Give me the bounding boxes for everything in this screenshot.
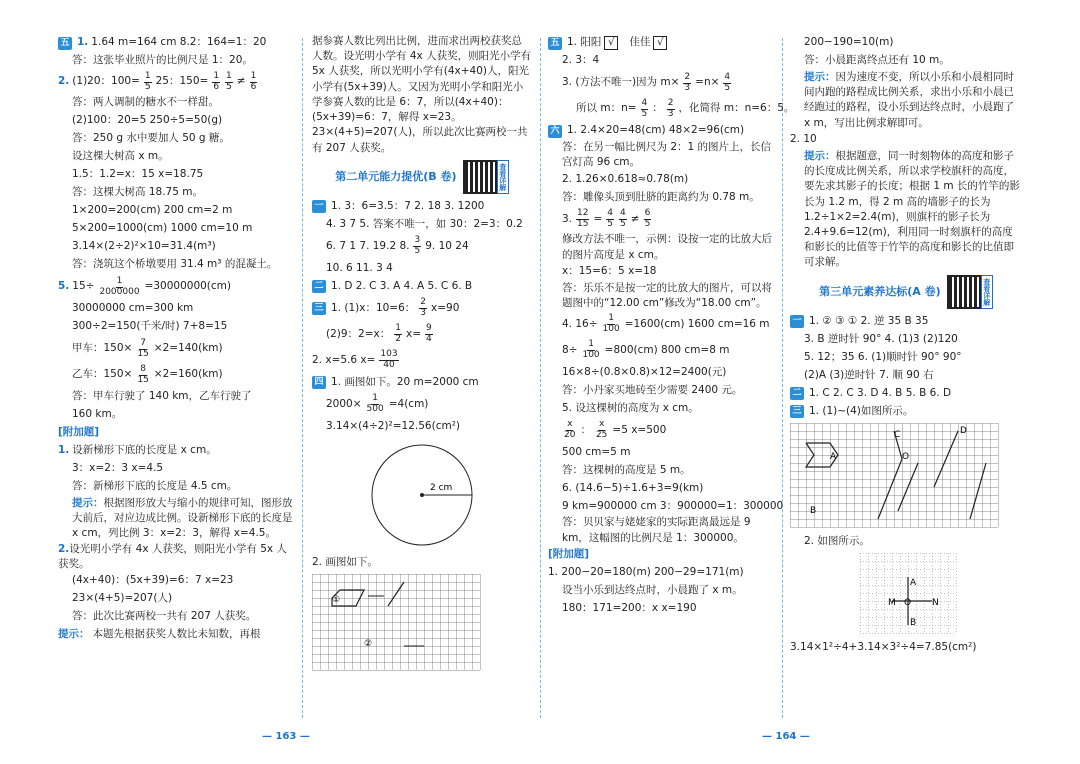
shape-line	[898, 463, 918, 511]
qr-code-icon[interactable]	[947, 275, 981, 309]
section-badge: 五	[58, 37, 72, 50]
hint-label: 提示：	[804, 71, 836, 83]
fraction: $\frac{4}{5}$	[620, 208, 626, 229]
grid-label: A	[830, 451, 837, 462]
grid-label: O	[904, 597, 912, 608]
page-gutter	[540, 38, 541, 718]
fraction: $\frac{3}{5}$	[414, 235, 421, 257]
page-number-right: — 164 —	[762, 731, 810, 742]
fraction: $\frac{7}{15}$	[137, 337, 149, 359]
grid-label: B	[810, 505, 817, 516]
section-title: 第二单元能力提优(B 卷) 查看详解	[312, 156, 532, 198]
column-divider	[782, 38, 783, 718]
fraction: $\frac{1}{100}$	[582, 338, 600, 360]
fraction: $\frac{1}{2000000}$	[99, 275, 140, 297]
column-3: 五 1. 阳阳 √ 佳佳 √ 2. 3：4 3. (方法不唯一)因为 m× $\frac{2}{3}$ =n× $\frac{4}{5}$ 所以 m：n= $\frac{4}{5}$ ： $\frac{2}{3}$ ，化简得 m：n=6：5。 六 1. 2.4×20=48(cm) 48×2=96(cm) 答：在另一幅比例尺为 2：1 的图片上，长信宫灯高 96 cm。 2. 1.26×0.618≈0.78(m) 答：雕像头顶到肚脐的距离约为 0.78 m。 3. $\frac{12}{15}$ = $\frac{4}{5}$ $\frac{4}{5}$ ≠ $\frac{6}{5}$ 修改方法不唯一，示例：设按一定的比放大后的图片高度是 x cm。 x：15=6：5 x=18 答：乐乐不是按一定的比放大的图片，可以将题图中的“12.00 cm”修改为“18.00 cm”。 4. 16÷ $\frac{1}{100}$ =1600(cm) 1600 cm=16 m 8÷ $\frac{1}{100}$ =800(cm) 800 cm=8 m 16×8÷(0.8×0.8)×12=2400(元) 答：小丹家买地砖至少需要 2400 元。 5. 设这棵树的高度为 x cm。 $\frac{x}{20}$ ： $\frac{x}{25}$ =5 x=500 500 cm=5 m 答：这棵树的高度是 5 m。 6. (14.6−5)÷1.6+3=9(km) 9 km=900000 cm 3：900000=1：300000 答：贝贝家与姥姥家的实际距离最远是 9 km，这幅图的比例尺是 1：300000。 [附加题] 1. 200−20=180(m) 200−29=171(m) 设当小乐到达终点时，小晨跑了 x m。 180：171=200：x x=190	[548, 36, 795, 615]
fraction: $\frac{1}{100}$	[602, 312, 620, 334]
fraction: $\frac{1}{6}$	[213, 70, 220, 92]
grid-label: D	[960, 425, 967, 436]
grid-diagram-rotation	[790, 423, 1000, 531]
fraction: $\frac{x}{25}$	[595, 418, 608, 440]
fraction: $\frac{4}{5}$	[724, 71, 731, 93]
fraction: $\frac{103}{40}$	[380, 349, 398, 371]
page-number-left: — 163 —	[262, 731, 310, 742]
grid-label: N	[932, 597, 939, 608]
checkbox-checked: √	[653, 36, 667, 50]
grid-label: C	[894, 429, 901, 440]
fraction: $\frac{1}{6}$	[250, 70, 257, 92]
grid-label: A	[910, 577, 917, 588]
qr-code-icon[interactable]	[463, 160, 497, 194]
fraction: $\frac{6}{5}$	[644, 208, 651, 229]
fraction: $\frac{1}{500}$	[366, 393, 384, 415]
extra-questions-heading: [附加题]	[58, 426, 100, 439]
checkbox-checked: √	[604, 36, 618, 50]
hint-label: 提示：	[72, 497, 104, 509]
grid-label: ②	[364, 638, 373, 649]
fraction: $\frac{2}{3}$	[684, 71, 691, 93]
grid-label: ①	[332, 594, 341, 605]
grid-label: B	[910, 617, 917, 628]
grid-label: O	[902, 451, 910, 462]
extra-questions-heading: [附加题]	[548, 548, 590, 561]
column-1: 五 1. 1.64 m=164 cm 8.2：164=1：20 答：这张毕业照片的比例尺是 1：20。 2. (1)20：100= $\frac{1}{5}$ 25：150= $\frac{1}{6}$ $\frac{1}{5}$ ≠ $\frac{1}{6}$ 答：两人调制的糖水不一样甜。 (2)100：20=5 250÷5=50(g) 答：250 g 水中要加人 50 g 糖。 设这棵大树高 x m。 1.5：1.2=x：15 x=18.75 答：这棵大树高 18.75 m。 1×200=200(cm) 200 cm=2 m 5×200=1000(cm) 1000 cm=10 m 3.14×(2÷2)²×10=31.4(m³) 答：浇筑这个桥墩要用 31.4 m³ 的混凝土。 5. 15÷ $\frac{1}{2000000}$ =30000000(cm) 30000000 cm=300 km 300÷2=150(千米/时) 7+8=15 甲车：150× $\frac{7}{15}$ ×2=140(km) 乙车：150× $\frac{8}{15}$ ×2=160(km) 答：甲车行驶了 140 km，乙车行驶了 160 km。 [附加题] 1. 设新梯形下底的长度是 x cm。 3：x=2：3 x=4.5 答：新梯形下底的长度是 4.5 cm。 提示：根据图形放大与缩小的规律可知，图形放大前后，对应边成比例。设新梯形下底的长度是 x cm，列比例 3：x=2：3，解得 x=4.5。 2.设光明小学有 4x 人获奖，则阳光小学有 5x 人获奖。 (4x+40)：(5x+39)=6：7 x=23 23×(4+5)=207(人) 答：此次比赛两校一共有 207 人获奖。 提示： 本题先根据获奖人数比未知数，再根	[58, 34, 296, 724]
dotted-grid-diagram	[860, 553, 960, 637]
shape-line	[388, 582, 404, 606]
fraction: $\frac{x}{20}$	[564, 418, 576, 440]
fraction: $\frac{2}{3}$	[420, 297, 427, 319]
hint-label: 提示：	[58, 628, 90, 641]
fraction: $\frac{1}{5}$	[226, 70, 232, 92]
fraction: $\frac{12}{15}$	[577, 208, 589, 229]
section-title: 第三单元素养达标(A 卷) 查看详解	[790, 271, 1022, 313]
grid-label: M	[888, 597, 896, 608]
circle-diagram	[362, 440, 482, 550]
column-divider	[302, 38, 303, 718]
fraction: $\frac{2}{3}$	[667, 97, 674, 119]
column-4: 200−190=10(m) 答：小晨距离终点还有 10 m。 提示：因为速度不变，所以小乐和小晨相同时间内跑的路程成比例关系，求出小乐和小晨已经跑过的路程，设小乐到达终点时，小晨跑了 x m，写出比例求解即可。 2. 10 提示：根据题意，同一时刻物体的高度和影子的长度成比例关系，所以求学校旗杆的高度，要先求其影子的长度；根据 1 m 长的竹竿的影长为 1.2 m，得 2 m 高的墙影子的长为 1.2÷1×2=2.4(m)，则旗杆的影子长为 2.4+9.6=12(m)，利用同一时刻旗杆的高度和影长的比值等于竹竿的高度和影长的比值即可求解。 第三单元素养达标(A 卷) 查看详解 一 1. ② ③ ① 2. 逆 35 B 35 3. B 逆时针 90° 4. (1)3 (2)120 5. 12；35 6. (1)顺时针 90° 90° (2)A (3)逆时针 7. 顺 90 右 二 1. C 2. C 3. D 4. B 5. B 6. D 三 1. (1)~(4)如图所示。 A B C O D 2. 如图所示。 M O N A B 3.14×1²÷4+3.14×3²÷4=7.85(cm²)	[790, 34, 1022, 724]
circle-radius-label: 2 cm	[430, 482, 453, 493]
fraction: $\frac{4}{5}$	[607, 208, 614, 229]
fraction: $\frac{8}{15}$	[137, 363, 149, 385]
column-2: 据参赛人数比列出比例，进而求出两校获奖总人数。设光明小学有 4x 人获奖，则阳光小学有 5x 人获奖，所以光明小学有(4x+40)人，阳光小学有(5x+39)人。又因为光明小学和阳光小学参赛人数的比是 6：7，所以(4x+40)：(5x+39)=6：7，解得 x=23。23×(4+5)=207(人)，所以此次比赛两校一共有 207 人获奖。 第二单元能力提优(B 卷) 查看详解 一 1. 3：6=3.5：7 2. 18 3. 1200 4. 3 7 5. 答案不唯一，如 30：2=3：0.2 6. 7 1 7. 19.2 8. $\frac{3}{5}$ 9. 10 24 10. 6 11. 3 4 二 1. D 2. C 3. A 4. A 5. C 6. B 三 1. (1)x：10=6： $\frac{2}{3}$ x=90 (2)9：2=x： $\frac{1}{2}$ x= $\frac{9}{4}$ 2. x=5.6 x= $\frac{103}{40}$ 四 1. 画图如下。20 m=2000 cm 2000× $\frac{1}{500}$ =4(cm) 3.14×(4÷2)²=12.56(cm²) 2 cm 2. 画图如下。 ① ②	[312, 34, 532, 724]
fraction: $\frac{4}{5}$	[641, 97, 648, 119]
hint-label: 提示：	[804, 149, 836, 162]
fraction: $\frac{1}{2}$	[395, 323, 401, 345]
fraction: $\frac{9}{4}$	[426, 323, 432, 345]
fraction: $\frac{1}{5}$	[144, 70, 151, 92]
grid-diagram-translation	[312, 574, 482, 674]
